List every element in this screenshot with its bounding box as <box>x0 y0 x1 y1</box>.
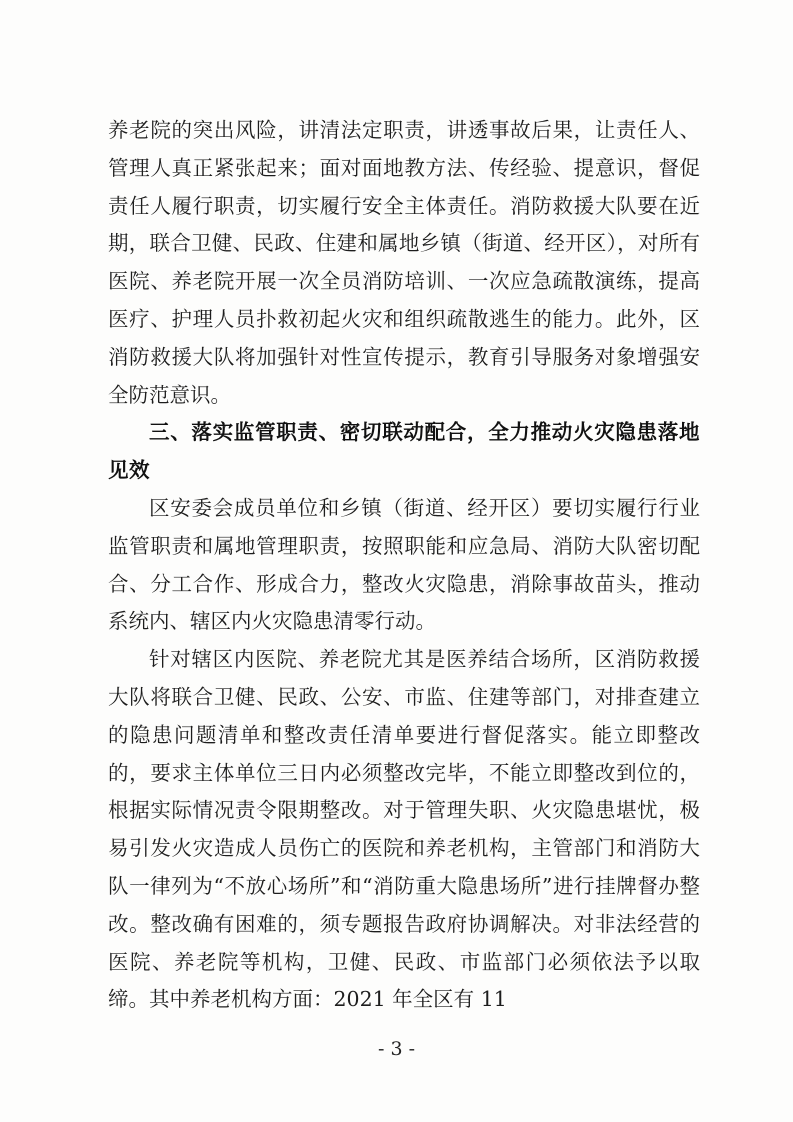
page-number: - 3 - <box>377 1038 415 1060</box>
section-heading-3: 三、落实监管职责、密切联动配合，全力推动火灾隐患落地见效 <box>108 420 700 483</box>
paragraph-supervision-duties: 区安委会成员单位和乡镇（街道、经开区）要切实履行行业监管职责和属地管理职责，按照职能和应急局、消防大队密切配合、分工合作、形成合力，整改火灾隐患，消除事故苗头，推动系统内、辖区内火灾隐患清零行动。 <box>108 495 700 634</box>
paragraph-continuation: 养老院的突出风险，讲清法定职责，讲透事故后果，让责任人、管理人真正紧张起来；面对面地教方法、传经验、提意识，督促责任人履行职责，切实履行安全主体责任。消防救援大队要在近期，联合卫健、民政、住建和属地乡镇（街道、经开区），对所有医院、养老院开展一次全员消防培训、一次应急疏散演练，提高医疗、护理人员扑救初起火灾和组织疏散逃生的能力。此外，区消防救援大队将加强针对性宣传提示，教育引导服务对象增强安全防范意识。 <box>108 118 700 407</box>
paragraph-hazard-rectification: 针对辖区内医院、养老院尤其是医养结合场所，区消防救援大队将联合卫健、民政、公安、市监、住建等部门，对排查建立的隐患问题清单和整改责任清单要进行督促落实。能立即整改的，要求主体单位三日内必须整改完毕，不能立即整改到位的，根据实际情况责令限期整改。对于管理失职、火灾隐患堪忧，极易引发火灾造成人员伤亡的医院和养老机构，主管部门和消防大队一律列为“不放心场所”和“消防重大隐患场所”进行挂牌督办整改。整改确有困难的，须专题报告政府协调解决。对非法经营的医院、养老院等机构，卫健、民政、市监部门必须依法予以取缔。其中养老机构方面：2021 年全区有 11 <box>108 647 700 1012</box>
document-body <box>108 112 700 1019</box>
